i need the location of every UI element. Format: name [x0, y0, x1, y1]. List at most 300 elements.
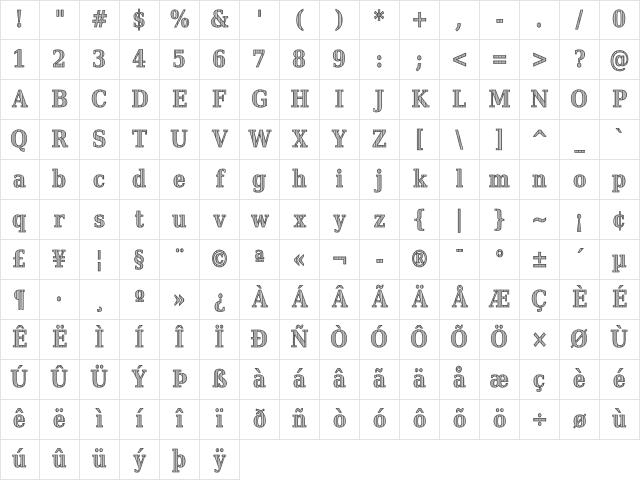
- glyph-cell: [80, 240, 120, 280]
- glyph: ): [335, 0, 344, 40]
- glyph: `: [615, 120, 625, 160]
- glyph-cell: [600, 320, 640, 360]
- glyph-cell: [40, 80, 80, 120]
- glyph: J: [375, 80, 384, 120]
- glyph-cell: [160, 80, 200, 120]
- glyph: ë: [53, 400, 66, 440]
- glyph: ú: [12, 440, 26, 480]
- glyph: S: [92, 120, 106, 160]
- glyph: G: [251, 80, 268, 120]
- glyph-cell: [0, 400, 40, 440]
- glyph-cell: [400, 120, 440, 160]
- glyph-cell: [560, 400, 600, 440]
- glyph: ê: [13, 400, 26, 440]
- glyph: :: [376, 40, 383, 80]
- glyph-cell: [600, 200, 640, 240]
- glyph-cell: [440, 280, 480, 320]
- glyph: 1: [13, 40, 27, 80]
- glyph: C: [92, 80, 108, 120]
- glyph: p: [613, 160, 627, 200]
- glyph-cell: [160, 320, 200, 360]
- glyph: e: [173, 160, 186, 200]
- glyph: Z: [372, 120, 386, 160]
- glyph-cell: [480, 160, 520, 200]
- glyph: À: [252, 280, 267, 320]
- glyph: ÷: [531, 400, 548, 440]
- glyph: /: [576, 0, 583, 40]
- glyph: i: [336, 160, 344, 200]
- glyph-cell: [120, 160, 160, 200]
- glyph: W: [248, 120, 270, 160]
- glyph: ±: [531, 240, 548, 280]
- glyph: «: [293, 240, 305, 280]
- glyph: ´: [575, 240, 585, 280]
- glyph-cell: [280, 280, 320, 320]
- glyph: 2: [53, 40, 67, 80]
- glyph: V: [212, 120, 227, 160]
- glyph-cell: [440, 240, 480, 280]
- glyph: ©: [210, 240, 230, 280]
- glyph: o: [573, 160, 586, 200]
- glyph-cell: [160, 200, 200, 240]
- glyph-cell: [520, 200, 560, 240]
- glyph: H: [290, 80, 309, 120]
- glyph: 3: [93, 40, 107, 80]
- glyph: Ð: [251, 320, 268, 360]
- glyph-cell: [40, 160, 80, 200]
- glyph-cell: [480, 80, 520, 120]
- glyph-cell: [120, 280, 160, 320]
- glyph-cell: [520, 280, 560, 320]
- glyph: O: [571, 80, 588, 120]
- glyph-cell: [80, 320, 120, 360]
- glyph: Ú: [11, 360, 28, 400]
- glyph-cell: [320, 160, 360, 200]
- glyph: >: [531, 40, 548, 80]
- glyph: ¯: [455, 240, 465, 280]
- glyph-cell: [600, 280, 640, 320]
- glyph-cell: [520, 40, 560, 80]
- glyph-cell: [200, 280, 240, 320]
- glyph-cell: [80, 360, 120, 400]
- glyph: Æ: [489, 280, 509, 320]
- glyph: Ñ: [290, 320, 308, 360]
- glyph-cell: [120, 320, 160, 360]
- glyph-cell: [160, 120, 200, 160]
- glyph: ý: [134, 440, 146, 480]
- glyph: ¦: [96, 240, 103, 280]
- glyph: B: [51, 80, 68, 120]
- glyph-cell: [160, 40, 200, 80]
- glyph-cell: [320, 320, 360, 360]
- glyph: g: [253, 160, 267, 200]
- glyph: §: [134, 240, 144, 280]
- glyph-cell: [400, 240, 440, 280]
- glyph-cell: [520, 0, 560, 40]
- glyph-cell: [400, 320, 440, 360]
- glyph-cell: [600, 0, 640, 40]
- glyph: Ã: [372, 280, 387, 320]
- glyph-cell: [400, 200, 440, 240]
- glyph-cell: [520, 320, 560, 360]
- glyph: w: [251, 200, 268, 240]
- glyph-cell: [200, 240, 240, 280]
- glyph: U: [171, 120, 188, 160]
- glyph: Û: [51, 360, 68, 400]
- glyph-cell: [600, 360, 640, 400]
- glyph: [: [415, 120, 424, 160]
- glyph-cell: [360, 240, 400, 280]
- glyph-cell: [480, 280, 520, 320]
- glyph: ð: [253, 400, 266, 440]
- glyph-cell: [320, 40, 360, 80]
- glyph-cell: [80, 440, 120, 480]
- glyph-cell: [560, 280, 600, 320]
- glyph-cell: [360, 80, 400, 120]
- glyph-cell: [360, 360, 400, 400]
- glyph-cell: [0, 320, 40, 360]
- glyph-cell: [160, 240, 200, 280]
- glyph-cell: [0, 280, 40, 320]
- glyph-cell: [160, 440, 200, 480]
- glyph-cell: [280, 360, 320, 400]
- glyph: Ë: [52, 320, 67, 360]
- glyph-cell: [400, 80, 440, 120]
- glyph-cell: [240, 360, 280, 400]
- glyph-cell: [520, 160, 560, 200]
- glyph-cell: [320, 120, 360, 160]
- glyph-cell: [440, 160, 480, 200]
- glyph-cell: [120, 0, 160, 40]
- glyph: ß: [212, 360, 227, 400]
- glyph: s: [94, 200, 105, 240]
- glyph: »: [173, 280, 185, 320]
- glyph: E: [172, 80, 187, 120]
- glyph: f: [215, 160, 224, 200]
- glyph-cell: [480, 0, 520, 40]
- glyph-cell: [440, 120, 480, 160]
- glyph-cell: [0, 360, 40, 400]
- glyph: ¡: [575, 200, 584, 240]
- glyph: Ç: [532, 280, 548, 320]
- glyph: ¢: [613, 200, 627, 240]
- glyph: q: [13, 200, 27, 240]
- glyph: Y: [332, 120, 346, 160]
- glyph-cell: [360, 280, 400, 320]
- glyph: .: [536, 0, 543, 40]
- glyph: +: [411, 0, 428, 40]
- glyph: õ: [453, 400, 466, 440]
- glyph-cell: [320, 80, 360, 120]
- glyph-cell: [200, 0, 240, 40]
- glyph: ×: [531, 320, 548, 360]
- glyph: @: [610, 40, 630, 80]
- glyph: Q: [11, 120, 28, 160]
- glyph: n: [532, 160, 546, 200]
- glyph: ô: [413, 400, 426, 440]
- glyph: 7: [253, 40, 267, 80]
- glyph: $: [133, 0, 147, 40]
- glyph-cell: [120, 240, 160, 280]
- glyph: ~: [531, 200, 548, 240]
- glyph-cell: [200, 440, 240, 480]
- glyph: ¿: [214, 280, 226, 320]
- glyph-cell: [400, 160, 440, 200]
- glyph-cell: [480, 400, 520, 440]
- glyph-cell: [600, 120, 640, 160]
- glyph: £: [13, 240, 27, 280]
- glyph-cell: [200, 120, 240, 160]
- glyph: 0: [613, 0, 627, 40]
- glyph-cell: [560, 320, 600, 360]
- glyph: Ù: [611, 320, 628, 360]
- glyph: h: [292, 160, 306, 200]
- glyph-cell: [120, 40, 160, 80]
- glyph: º: [135, 280, 145, 320]
- glyph: È: [572, 280, 587, 320]
- glyph-cell: [480, 240, 520, 280]
- glyph: Å: [452, 280, 467, 320]
- glyph: ¥: [53, 240, 67, 280]
- glyph-cell: [280, 120, 320, 160]
- glyph: Ý: [132, 360, 146, 400]
- glyph: ¬: [331, 240, 348, 280]
- glyph-cell: [440, 320, 480, 360]
- glyph: ï: [216, 400, 224, 440]
- glyph: 8: [293, 40, 307, 80]
- glyph-cell: [0, 240, 40, 280]
- glyph-cell: [520, 120, 560, 160]
- glyph: {: [413, 200, 426, 240]
- glyph: Á: [292, 280, 307, 320]
- glyph: 6: [213, 40, 227, 80]
- glyph: j: [376, 160, 383, 200]
- glyph: é: [613, 360, 626, 400]
- glyph-cell: [240, 120, 280, 160]
- glyph: ì: [96, 400, 104, 440]
- glyph-cell: [480, 320, 520, 360]
- glyph: ': [256, 0, 262, 40]
- glyph: M: [489, 80, 511, 120]
- glyph: Ò: [331, 320, 348, 360]
- glyph-cell: [240, 280, 280, 320]
- glyph: Ê: [12, 320, 27, 360]
- glyph-cell: [80, 200, 120, 240]
- glyph-cell: [160, 400, 200, 440]
- glyph-cell: [40, 280, 80, 320]
- glyph: ó: [373, 400, 386, 440]
- glyph-cell: [440, 400, 480, 440]
- glyph: ä: [413, 360, 426, 400]
- glyph: í: [136, 400, 144, 440]
- glyph-cell: [600, 160, 640, 200]
- glyph: ;: [416, 40, 423, 80]
- glyph-cell: [160, 0, 200, 40]
- glyph-cell: [280, 400, 320, 440]
- glyph: =: [491, 40, 508, 80]
- glyph-cell: [560, 40, 600, 80]
- glyph-cell: [440, 80, 480, 120]
- glyph: P: [612, 80, 627, 120]
- glyph-cell: [480, 360, 520, 400]
- glyph-cell: [320, 240, 360, 280]
- glyph: ¸: [95, 280, 105, 320]
- glyph: v: [214, 200, 226, 240]
- glyph-cell: [0, 80, 40, 120]
- glyph: å: [453, 360, 466, 400]
- glyph-cell: [120, 400, 160, 440]
- glyph-cell: [160, 360, 200, 400]
- glyph-cell: [80, 120, 120, 160]
- glyph: Ø: [571, 320, 588, 360]
- glyph: l: [456, 160, 464, 200]
- glyph-cell: [440, 0, 480, 40]
- glyph-cell: [360, 160, 400, 200]
- glyph-cell: [280, 0, 320, 40]
- glyph-cell: [600, 80, 640, 120]
- glyph: ]: [495, 120, 504, 160]
- glyph: ø: [573, 400, 586, 440]
- glyph-cell: [400, 400, 440, 440]
- glyph-cell: [560, 200, 600, 240]
- glyph-cell: [360, 120, 400, 160]
- glyph-cell: [240, 40, 280, 80]
- glyph-cell: [360, 40, 400, 80]
- glyph: |: [456, 200, 463, 240]
- glyph-cell: [560, 0, 600, 40]
- glyph: °: [495, 240, 505, 280]
- glyph-cell: [0, 160, 40, 200]
- glyph: è: [573, 360, 586, 400]
- glyph: ÿ: [214, 440, 226, 480]
- glyph: Õ: [451, 320, 468, 360]
- glyph: u: [172, 200, 186, 240]
- glyph-cell: [160, 280, 200, 320]
- glyph-cell: [560, 120, 600, 160]
- glyph-cell: [40, 0, 80, 40]
- glyph-cell: [320, 200, 360, 240]
- glyph: _: [575, 120, 585, 160]
- glyph-cell: [520, 400, 560, 440]
- glyph-cell: [480, 200, 520, 240]
- glyph-cell: [240, 80, 280, 120]
- glyph-cell: [440, 200, 480, 240]
- glyph: A: [12, 80, 27, 120]
- glyph-cell: [360, 0, 400, 40]
- glyph-cell: [280, 320, 320, 360]
- glyph: F: [212, 80, 226, 120]
- glyph: !: [15, 0, 24, 40]
- glyph-cell: [360, 200, 400, 240]
- glyph-cell: [480, 120, 520, 160]
- glyph: Þ: [172, 360, 187, 400]
- glyph: à: [253, 360, 266, 400]
- glyph-cell: [40, 440, 80, 480]
- glyph: a: [13, 160, 26, 200]
- glyph-cell: [320, 280, 360, 320]
- glyph: R: [51, 120, 67, 160]
- glyph-cell: [520, 240, 560, 280]
- glyph-cell: [80, 280, 120, 320]
- glyph: â: [333, 360, 346, 400]
- glyph: D: [131, 80, 148, 120]
- glyph-cell: [400, 40, 440, 80]
- glyph: ç: [533, 360, 545, 400]
- glyph: µ: [612, 240, 626, 280]
- glyph-cell: [240, 400, 280, 440]
- glyph: ": [54, 0, 64, 40]
- glyph: (: [295, 0, 304, 40]
- glyph-cell: [40, 400, 80, 440]
- glyph-cell: [320, 400, 360, 440]
- glyph-cell: [200, 160, 240, 200]
- glyph-cell: [560, 160, 600, 200]
- glyph-cell: [360, 320, 400, 360]
- glyph-cell: [0, 440, 40, 480]
- glyph-cell: [200, 200, 240, 240]
- glyph-cell: [0, 200, 40, 240]
- glyph-cell: [80, 400, 120, 440]
- glyph-cell: [440, 360, 480, 400]
- glyph: -: [375, 240, 383, 280]
- glyph: Í: [135, 320, 144, 360]
- glyph: -: [495, 0, 503, 40]
- glyph: &: [211, 0, 229, 40]
- glyph-cell: [80, 160, 120, 200]
- glyph: Ü: [91, 360, 108, 400]
- glyph: Î: [175, 320, 184, 360]
- glyph-cell: [280, 240, 320, 280]
- glyph-cell: [280, 160, 320, 200]
- glyph-cell: [40, 320, 80, 360]
- glyph-cell: [0, 40, 40, 80]
- glyph: N: [530, 80, 548, 120]
- glyph-cell: [560, 240, 600, 280]
- glyph: ¶: [13, 280, 26, 320]
- glyph: *: [374, 0, 384, 40]
- glyph: <: [451, 40, 468, 80]
- glyph: þ: [173, 440, 187, 480]
- glyph: y: [334, 200, 346, 240]
- glyph-cell: [120, 120, 160, 160]
- glyph-cell: [360, 400, 400, 440]
- glyph-cell: [200, 40, 240, 80]
- glyph: É: [612, 280, 627, 320]
- glyph: Ì: [95, 320, 104, 360]
- glyph: ñ: [292, 400, 306, 440]
- glyph-cell: [600, 400, 640, 440]
- glyph: b: [53, 160, 67, 200]
- glyph-cell: [40, 240, 80, 280]
- glyph: X: [292, 120, 307, 160]
- glyph-cell: [600, 240, 640, 280]
- glyph: x: [294, 200, 306, 240]
- glyph-cell: [480, 40, 520, 80]
- glyph: m: [489, 160, 510, 200]
- glyph: ?: [574, 40, 586, 80]
- glyph-cell: [240, 200, 280, 240]
- glyph-cell: [280, 200, 320, 240]
- glyph: û: [52, 440, 66, 480]
- glyph-cell: [240, 240, 280, 280]
- glyph-cell: [200, 400, 240, 440]
- glyph-cell: [520, 80, 560, 120]
- glyph-cell: [40, 200, 80, 240]
- glyph-cell: [320, 0, 360, 40]
- glyph-cell: [440, 40, 480, 80]
- glyph-cell: [120, 200, 160, 240]
- glyph-cell: [120, 360, 160, 400]
